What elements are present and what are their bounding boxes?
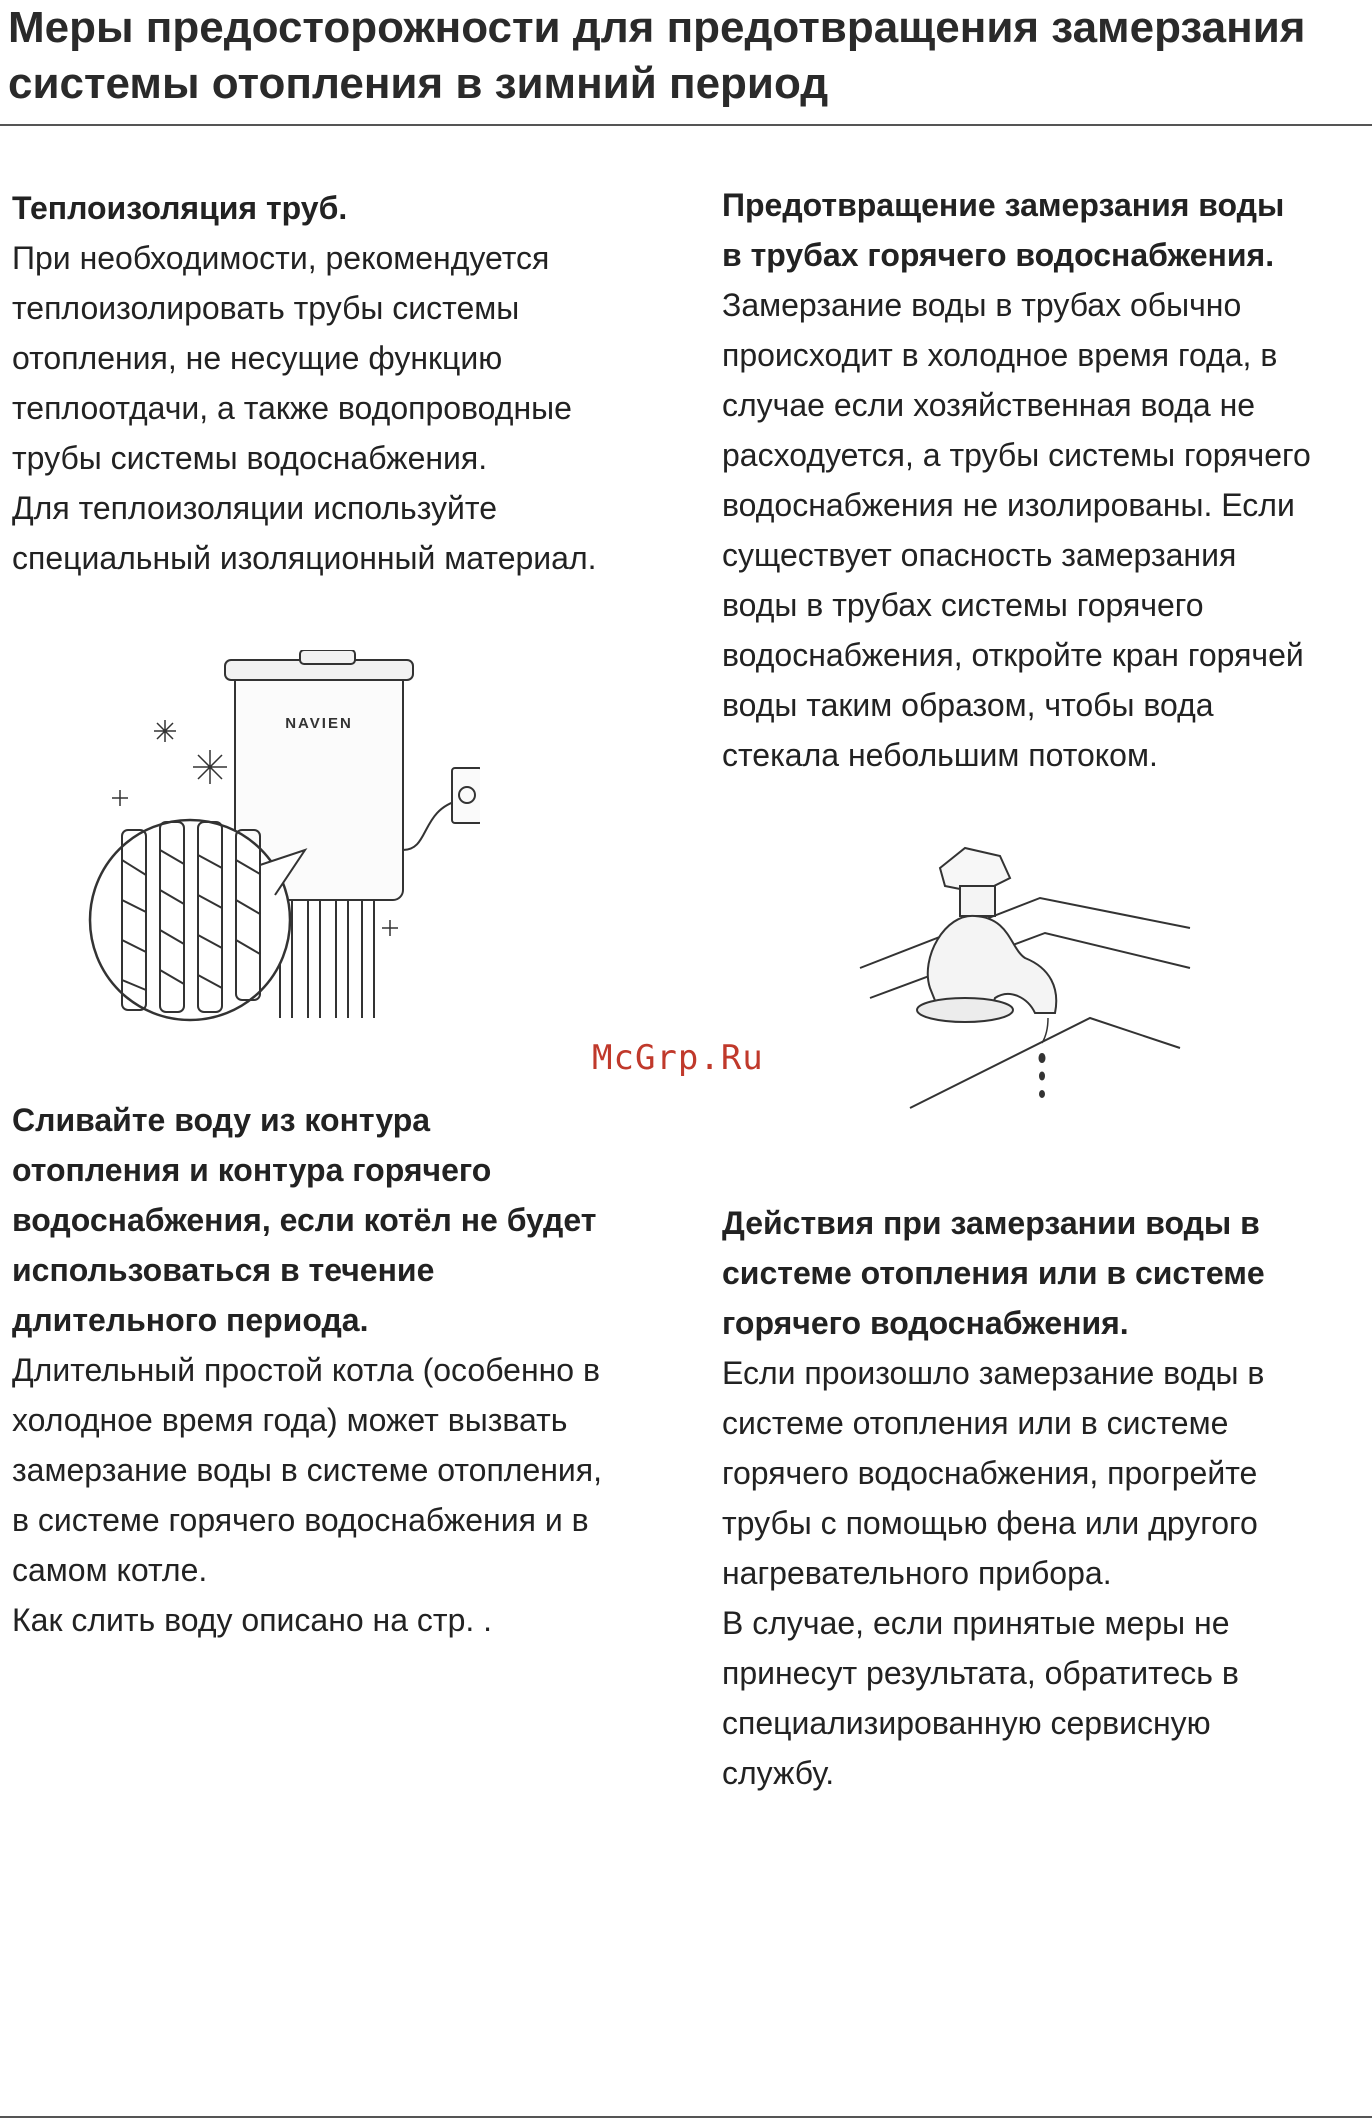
section-heading: Сливайте воду из контура отопления и контура горячего водоснабжения, если котёл не будет использоваться в течение длительного периода. (12, 1102, 597, 1338)
page-title: Меры предосторожности для предотвращения замерзания системы отопления в зимний период (8, 3, 1306, 108)
boiler-brand-label: NAVIEN (285, 715, 353, 732)
section-paragraph: Если произошло замерзание воды в системе отопления или в системе горячего водоснабжения, прогрейте трубы с помощью фена или другого нагревательного прибора. (722, 1355, 1265, 1591)
boiler-illustration (60, 650, 480, 1030)
section-heading: Предотвращение замерзания воды в трубах горячего водоснабжения. (722, 187, 1285, 273)
section-paragraph: В случае, если принятые меры не принесут результата, обратитесь в специализированную сервисную службу. (722, 1605, 1239, 1791)
faucet-illustration (850, 838, 1200, 1138)
title-divider (0, 124, 1372, 126)
section-hot-water-freeze-prevention (722, 180, 1312, 780)
section-paragraph: Как слить воду описано на стр. . (12, 1602, 493, 1638)
section-paragraph: Для теплоизоляции используйте специальный изоляционный материал. (12, 490, 597, 576)
section-paragraph: Длительный простой котла (особенно в холодное время года) может вызвать замерзание воды в системе отопления, в системе горячего водоснабжения и в самом котле. (12, 1352, 602, 1588)
faucet-drawing (850, 838, 1200, 1138)
section-frozen-water-actions (722, 1198, 1312, 1798)
section-paragraph: При необходимости, рекомендуется теплоизолировать трубы системы отопления, не несущие функцию теплоотдачи, а также водопроводные трубы системы водоснабжения. (12, 240, 572, 476)
section-paragraph: Замерзание воды в трубах обычно происходит в холодное время года, в случае если хозяйственная вода не расходуется, а трубы системы горячего водоснабжения не изолированы. Если существует опасность замерзания воды в трубах системы горячего водоснабжения, откройте кран горячей воды таким образом, чтобы вода стекала небольшим потоком. (722, 287, 1311, 773)
boiler-drawing (60, 650, 480, 1030)
section-heading: Действия при замерзании воды в системе отопления или в системе горячего водоснабжения. (722, 1205, 1265, 1341)
watermark: McGrp.Ru (592, 1038, 764, 1078)
section-heading: Теплоизоляция труб. (12, 190, 348, 226)
section-pipe-insulation (12, 183, 602, 583)
footer-divider (0, 2116, 1372, 2118)
section-drain-water (12, 1095, 602, 1645)
